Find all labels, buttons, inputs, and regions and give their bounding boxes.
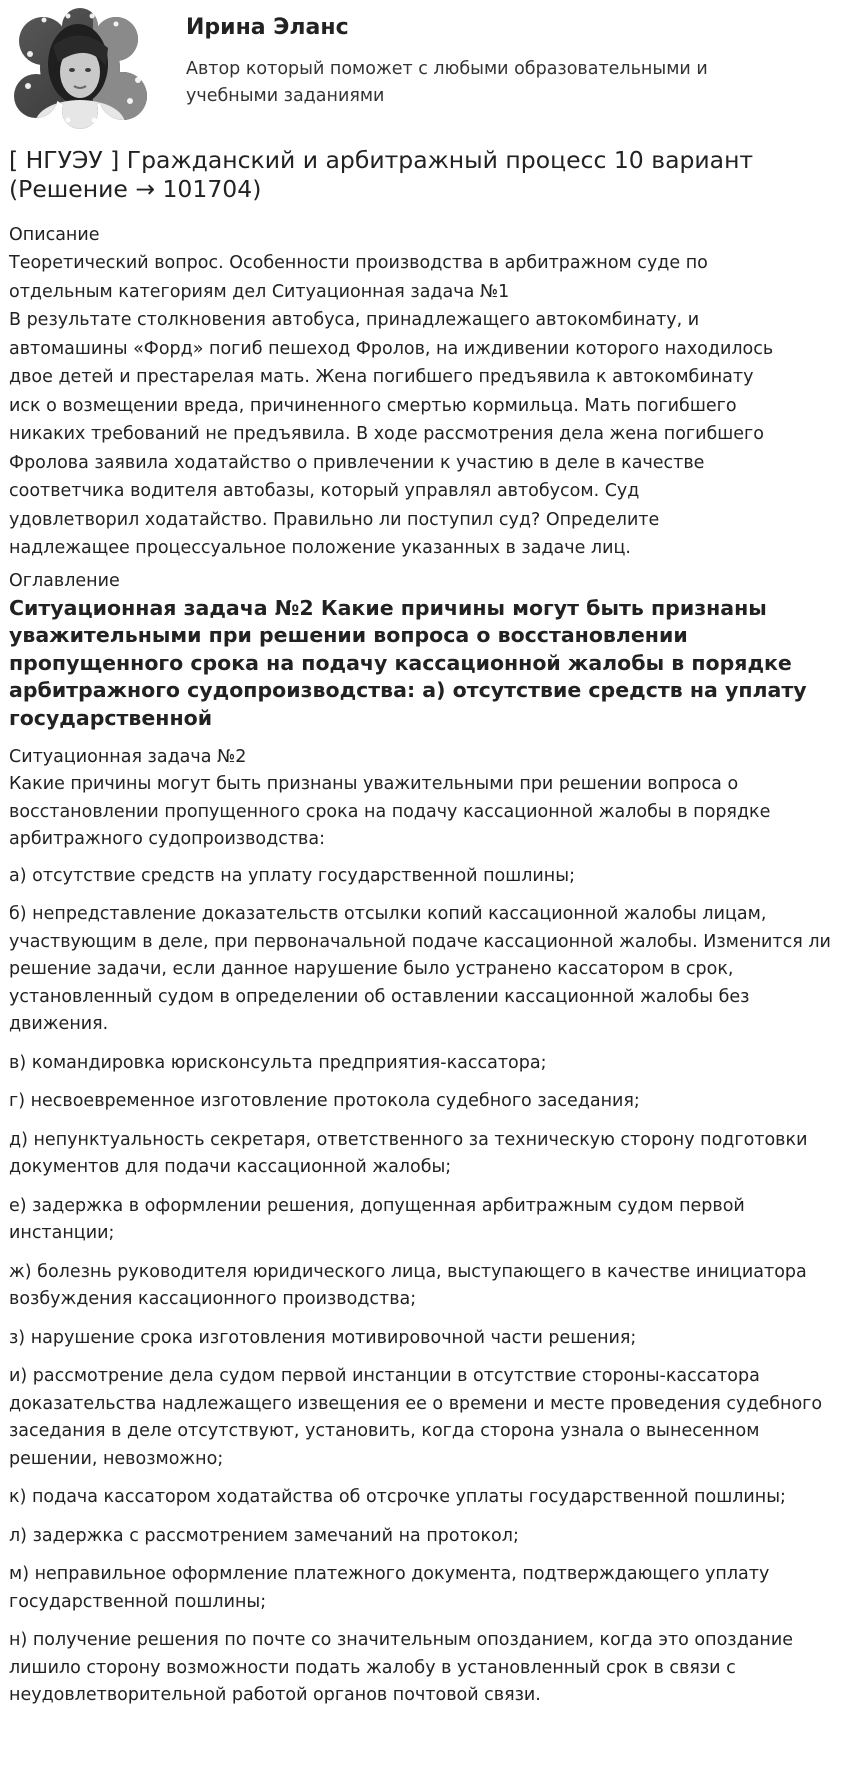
avatar-photo: [8, 6, 153, 131]
document-content: [9, 146, 839, 1721]
task-paragraph: Какие причины могут быть признаны уважительными при решении вопроса о восстановлении пропущенного срока на подачу кассационной жалобы в порядке арбитражного судопроизводства:: [9, 774, 771, 849]
description-line: отдельным категориям дел Ситуационная задача №1: [9, 281, 510, 302]
description-line: Теоретический вопрос. Особенности производства в арбитражном суде по: [9, 253, 708, 273]
task-paragraph: м) неправильное оформление платежного документа, подтверждающего уплату государственной пошлины;: [9, 1564, 770, 1612]
task-paragraph: г) несвоевременное изготовление протокола судебного заседания;: [9, 1091, 640, 1111]
description-line: соответчика водителя автобазы, который управлял автобусом. Суд: [9, 481, 640, 501]
description-line: никаких требований не предъявила. В ходе рассмотрения дела жена погибшего: [9, 424, 764, 444]
author-block: [8, 6, 838, 134]
task-paragraph: з) нарушение срока изготовления мотивировочной части решения;: [9, 1327, 637, 1348]
description-label: Описание: [9, 225, 100, 245]
task-paragraph: н) получение решения по почте со значительным опозданием, когда это опоздание лишило сторону возможности подать жалобу в установленный срок в связи с неудовлетворительной работой органов почтовой связи.: [9, 1630, 793, 1705]
task-paragraph: л) задержка с рассмотрением замечаний на протокол;: [9, 1525, 519, 1546]
author-description: Автор который поможет с любыми образовательными и учебными заданиями: [186, 59, 708, 106]
description-line: автомашины «Форд» погиб пешеход Фролов, на иждивении которого находилось: [9, 338, 774, 359]
task-paragraph: в) командировка юрисконсульта предприятия-кассатора;: [9, 1052, 547, 1073]
task-label: Ситуационная задача №2: [9, 747, 247, 767]
description-line: Фролова заявила ходатайство о привлечении к участию в деле в качестве: [9, 452, 705, 473]
task-paragraph: д) непунктуальность секретаря, ответственного за техническую сторону подготовки документов для подачи кассационной жалобы;: [9, 1129, 808, 1177]
task-paragraph: к) подача кассатором ходатайства об отсрочке уплаты государственной пошлины;: [9, 1487, 786, 1507]
task-paragraph: е) задержка в оформлении решения, допущенная арбитражным судом первой инстанции;: [9, 1195, 745, 1243]
description-line: иск о возмещении вреда, причиненного смертью кормильца. Мать погибшего: [9, 395, 737, 416]
toc-heading: Ситуационная задача №2 Какие причины могут быть признаны уважительными при решении вопроса о восстановлении пропущенного срока на подачу кассационной жалобы в порядке арбитражного судопроизводства: а) отсутствие средств на уплату государственной: [9, 595, 807, 730]
task-paragraph: б) непредставление доказательств отсылки копий кассационной жалобы лицам, участвующим в деле, при первоначальной подаче кассационной жалобы. Изменится ли решение задачи, если данное нарушение было устранено кассатором в срок, установленный судом в определении об оставлении кассационной жалобы без движения.: [9, 904, 831, 1034]
task-paragraph: и) рассмотрение дела судом первой инстанции в отсутствие стороны-кассатора доказательства надлежащего извещения ее о времени и месте проведения судебного заседания в деле отсутствуют, установить, когда сторона узнала о вынесенном решении, невозможно;: [9, 1366, 823, 1469]
task-paragraph: ж) болезнь руководителя юридического лица, выступающего в качестве инициатора возбуждения кассационного производства;: [9, 1261, 807, 1309]
author-name[interactable]: Ирина Эланс: [186, 15, 349, 40]
description-line: двое детей и престарелая мать. Жена погибшего предъявила к автокомбинату: [9, 367, 754, 387]
toc-label: Оглавление: [9, 570, 120, 591]
description-text: [9, 249, 839, 563]
page-title: [ НГУЭУ ] Гражданский и арбитражный процесс 10 вариант (Решение → 101704): [9, 146, 754, 203]
description-line: удовлетворил ходатайство. Правильно ли поступил суд? Определите: [9, 509, 660, 530]
task-paragraph: а) отсутствие средств на уплату государственной пошлины;: [9, 865, 575, 886]
description-line: надлежащее процессуальное положение указанных в задаче лиц.: [9, 538, 631, 558]
avatar[interactable]: [8, 6, 153, 131]
description-line: В результате столкновения автобуса, принадлежащего автокомбинату, и: [9, 310, 700, 330]
